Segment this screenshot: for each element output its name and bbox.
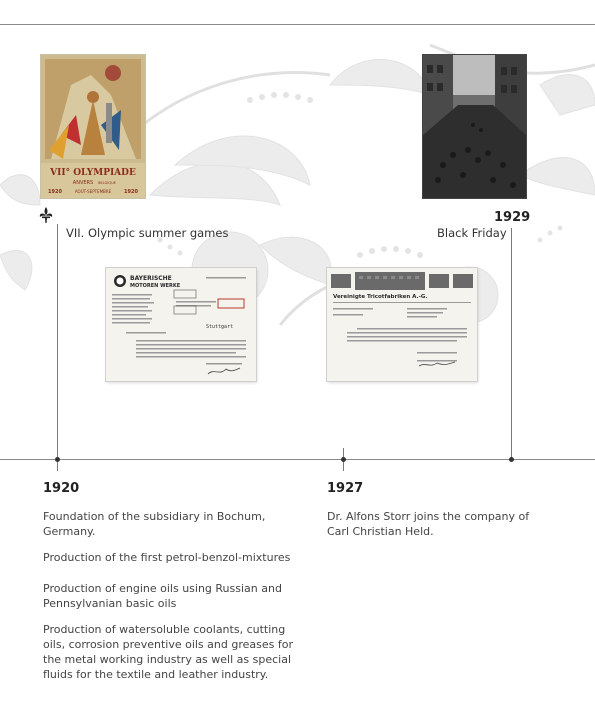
timeline-axis <box>0 459 595 460</box>
poster-title: VII° OLYMPIADE <box>50 168 136 178</box>
poster-year-left: 1920 <box>48 189 62 195</box>
fleur-de-lis-icon <box>39 207 53 223</box>
year-1929-label: 1929 <box>494 210 531 225</box>
poster-country: BELGIQUE <box>98 181 116 185</box>
bmw-letter-image <box>106 268 256 381</box>
year-1927-heading: 1927 <box>327 481 364 496</box>
olympics-caption: VII. Olympic summer games <box>66 226 229 240</box>
bmw-company-line1: BAYERISCHE <box>130 275 172 282</box>
olympics-connector-line <box>57 224 58 461</box>
text-1920-paragraph-3: Production of engine oils using Russian and Pennsylvanian basic oils <box>43 582 282 610</box>
text-1920-paragraph-4: Production of watersoluble coolants, cutting oils, corrosion preventive oils and greases for the metal working industry as well as special fluids for the textile and leather industry. <box>43 623 293 681</box>
black-friday-caption: Black Friday <box>437 226 507 240</box>
bmw-company-line2: MOTOREN WERKE <box>130 283 181 289</box>
poster-year-right: 1920 <box>124 189 138 195</box>
black-friday-photo <box>423 55 526 198</box>
black-friday-connector-line <box>511 228 512 461</box>
timeline-dot-1927 <box>341 457 346 462</box>
text-1920-paragraph-2: Production of the first petrol-benzol-mixtures <box>43 551 291 564</box>
poster-dates: AOÛT-SEPTEMBRE <box>74 189 112 194</box>
text-1920-paragraph-1: Foundation of the subsidiary in Bochum, Germany. <box>43 510 266 538</box>
olympic-poster-image <box>41 55 145 198</box>
timeline-dot-1929 <box>509 457 514 462</box>
tricotfabriken-letter-image <box>327 268 477 381</box>
text-1927-paragraph-1: Dr. Alfons Storr joins the company of Carl Christian Held. <box>327 510 530 538</box>
year-1920-heading: 1920 <box>43 481 80 496</box>
bmw-letter-place: Stuttgart <box>206 324 234 330</box>
poster-city: ANVERS <box>72 180 94 186</box>
tricotfabriken-company: Vereinigte Tricotfabriken A.-G. <box>333 294 428 300</box>
timeline-dot-1920 <box>55 457 60 462</box>
